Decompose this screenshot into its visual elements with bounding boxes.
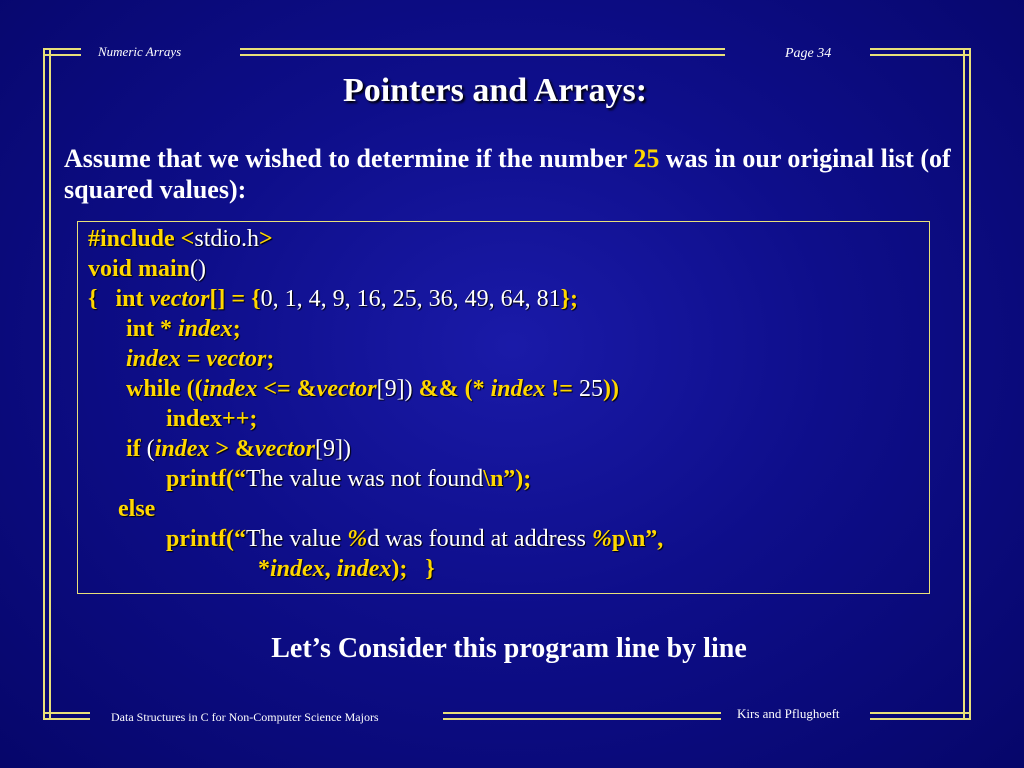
code-token: <= & bbox=[257, 376, 317, 402]
code-token: (( bbox=[186, 376, 203, 402]
code-token: d was found at address bbox=[367, 526, 592, 552]
code-token: \n”); bbox=[483, 466, 532, 492]
code-token: != bbox=[545, 376, 579, 402]
code-token: )) bbox=[602, 376, 619, 402]
code-token: index = vector bbox=[126, 346, 267, 372]
code-token: if bbox=[126, 436, 147, 462]
code-token: 25 bbox=[578, 376, 603, 402]
code-line-7 bbox=[166, 406, 257, 433]
footer-course-title: Data Structures in C for Non-Computer Science Majors bbox=[111, 710, 379, 724]
code-line-10 bbox=[118, 496, 155, 523]
code-token: && (* bbox=[418, 376, 491, 402]
slide-title: Pointers and Arrays: bbox=[342, 72, 648, 109]
code-token: ( bbox=[146, 436, 155, 462]
frame-left-inner bbox=[49, 50, 51, 720]
code-token: [9]) bbox=[314, 436, 351, 462]
code-line-9 bbox=[166, 466, 531, 493]
code-line-6 bbox=[126, 376, 619, 403]
code-line-1 bbox=[88, 226, 273, 253]
code-token: % bbox=[347, 526, 368, 552]
code-token: % bbox=[591, 526, 612, 552]
bottom-caption: Let’s Consider this program line by line bbox=[271, 633, 747, 664]
code-token: [] = { bbox=[209, 286, 261, 312]
code-token: index bbox=[490, 376, 546, 402]
code-box bbox=[77, 221, 930, 594]
code-token: The value bbox=[246, 526, 348, 552]
frame-bottom-right-1 bbox=[870, 712, 971, 714]
frame-bottom-right-2 bbox=[870, 718, 971, 720]
code-token: > bbox=[259, 226, 273, 252]
frame-left-outer bbox=[43, 50, 45, 720]
code-line-12 bbox=[258, 556, 435, 583]
code-token: index bbox=[202, 376, 258, 402]
frame-top-mid-2 bbox=[240, 54, 725, 56]
frame-bottom-left-2 bbox=[43, 718, 90, 720]
code-token: while bbox=[126, 376, 187, 402]
code-token: index bbox=[336, 556, 392, 582]
code-token: stdio.h bbox=[194, 226, 260, 252]
code-token: p\n”, bbox=[611, 526, 664, 552]
code-token: index++; bbox=[166, 406, 258, 432]
code-token: The value was not found bbox=[246, 466, 484, 492]
frame-top-left-1 bbox=[43, 48, 81, 50]
code-token: [9]) bbox=[376, 376, 419, 402]
code-token: index bbox=[154, 436, 210, 462]
code-token: ; bbox=[232, 316, 241, 342]
code-token: vector bbox=[316, 376, 377, 402]
code-token: , bbox=[324, 556, 337, 582]
code-token: * bbox=[258, 556, 270, 582]
code-token: }; bbox=[560, 286, 579, 312]
code-token: () bbox=[190, 256, 207, 282]
frame-top-mid-1 bbox=[240, 48, 725, 50]
code-token: ; bbox=[266, 346, 275, 372]
footer-authors: Kirs and Pflughoeft bbox=[737, 706, 840, 721]
intro-highlight-number: 25 bbox=[633, 144, 660, 173]
header-section-title: Numeric Arrays bbox=[98, 44, 182, 59]
code-token: void main bbox=[88, 256, 191, 282]
code-token: vector bbox=[255, 436, 315, 462]
code-token: ); } bbox=[391, 556, 435, 582]
code-line-2 bbox=[88, 256, 206, 283]
code-line-5 bbox=[126, 346, 274, 373]
code-token: { int bbox=[88, 286, 150, 312]
code-token: else bbox=[118, 496, 156, 522]
frame-bottom-mid-1 bbox=[443, 712, 721, 714]
code-token: index bbox=[178, 316, 233, 342]
code-token: 0, 1, 4, 9, 16, 25, 36, 49, 64, 81 bbox=[260, 286, 561, 312]
frame-top-right-2 bbox=[870, 54, 971, 56]
code-token: printf(“ bbox=[166, 526, 246, 552]
frame-top-left-2 bbox=[43, 54, 81, 56]
code-token: vector bbox=[149, 286, 210, 312]
page-number: Page 34 bbox=[785, 46, 832, 61]
intro-text-after: was in our original list (of squared values): bbox=[64, 144, 951, 204]
intro-text-before: Assume that we wished to determine if the number bbox=[64, 144, 634, 173]
code-line-3 bbox=[88, 286, 578, 313]
code-token: index bbox=[270, 556, 325, 582]
code-token: printf(“ bbox=[166, 466, 246, 492]
code-token: int * bbox=[126, 316, 179, 342]
frame-bottom-left-1 bbox=[43, 712, 90, 714]
code-line-8 bbox=[126, 436, 351, 463]
code-line-11 bbox=[166, 526, 663, 553]
code-token: > & bbox=[209, 436, 256, 462]
code-token: #include < bbox=[88, 226, 195, 252]
frame-bottom-mid-2 bbox=[443, 718, 721, 720]
code-line-4 bbox=[126, 316, 241, 343]
frame-right-outer bbox=[969, 50, 971, 720]
intro-paragraph bbox=[64, 143, 964, 205]
frame-top-right-1 bbox=[870, 48, 971, 50]
